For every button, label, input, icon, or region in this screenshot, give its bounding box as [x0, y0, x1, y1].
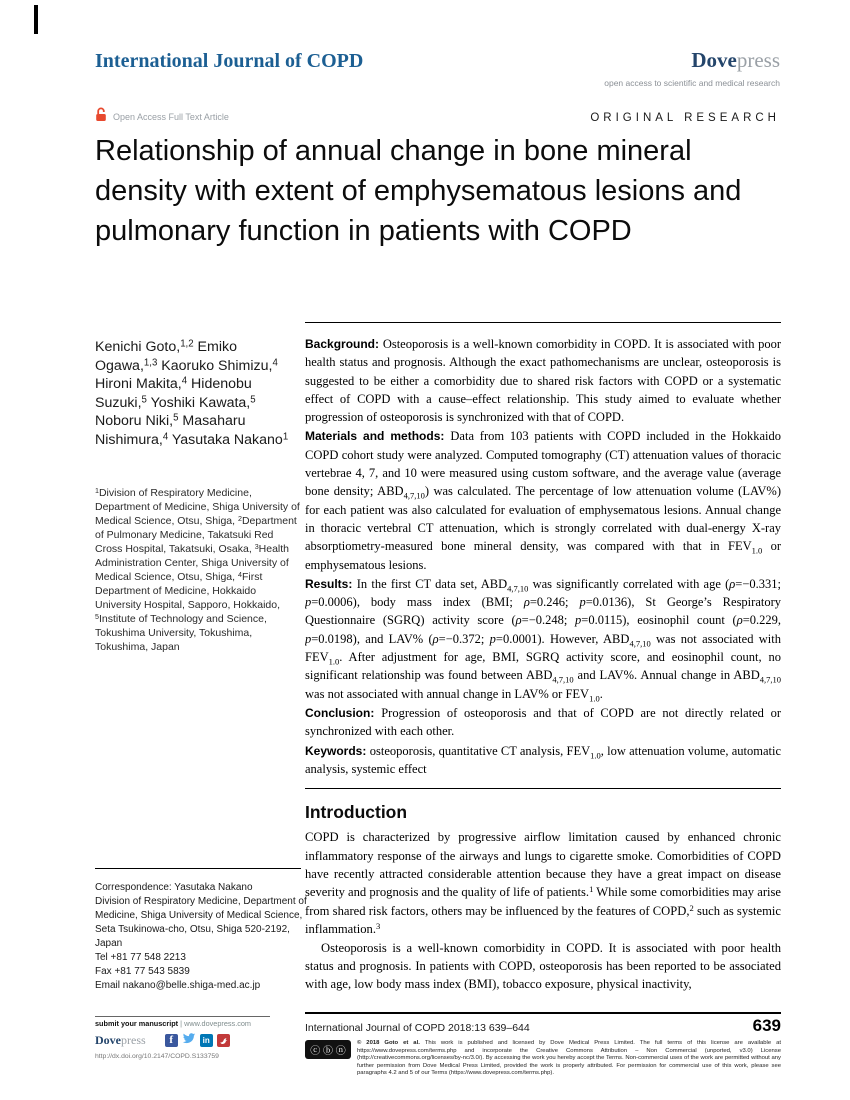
correspondence-fax: Fax +81 77 543 5839	[95, 966, 190, 977]
correspondence-divider	[95, 868, 301, 869]
correspondence-address: Division of Respiratory Medicine, Department of Medicine, Shiga University of Medical Science, Seta Tsukinowa-cho, Otsu, Shiga 520-2192, Japan	[95, 896, 307, 949]
correspondence-name: Correspondence: Yasutaka Nakano	[95, 882, 253, 893]
introduction-section	[305, 802, 781, 994]
publisher-logo-light: press	[736, 48, 780, 72]
license-text: © 2018 Goto et al. This work is published and licensed by Dove Medical Press Limited. The full terms of this license are available at https://www.dovepress.com/terms.php and incorporate the Creative Commons Attribution – Non Commercial (unported, v3.0) License (http://creativecommons.org/licenses/by-nc/3.0/). By accessing the work you hereby accept the Terms. Non-commercial uses of the work are permitted without any further permission from Dove Medical Press Limited, provided the work is properly attributed. For permission for commercial use of this work, please see paragraphs 4.2 and 5 of our Terms (https://www.dovepress.com/terms.php).	[357, 1040, 781, 1077]
open-access-icon	[95, 107, 107, 127]
publisher-logo[interactable]	[691, 48, 780, 73]
dovepress-footer-logo[interactable]: Dovepress	[95, 1032, 146, 1047]
correspondence-tel: Tel +81 77 548 2213	[95, 952, 186, 963]
abstract-keywords: Keywords: osteoporosis, quantitative CT analysis, $FEV_{1.0}$, low attenuation volume, automatic analysis, systemic effect	[305, 743, 781, 776]
abstract-conclusion: Conclusion: Progression of osteoporosis and that of COPD are not directly related or synchronized with each other.	[305, 705, 781, 739]
open-access-label[interactable]: Open Access Full Text Article	[113, 112, 229, 122]
dovepress-icon[interactable]	[217, 1034, 230, 1047]
submit-manuscript-line	[95, 1019, 270, 1028]
footer-left-rule	[95, 1016, 270, 1017]
abstract-top-rule	[305, 322, 781, 323]
abstract	[305, 335, 781, 778]
submit-divider: |	[180, 1019, 183, 1028]
journal-name: International Journal of COPD	[95, 50, 364, 72]
footer-left	[95, 1016, 270, 1060]
submit-manuscript-label: submit your manuscript	[95, 1019, 179, 1028]
introduction-heading: Introduction	[305, 802, 408, 823]
article-type-label: ORIGINAL RESEARCH	[590, 112, 780, 124]
publisher-logo-bold: Dove	[691, 48, 737, 72]
facebook-icon[interactable]: f	[165, 1034, 178, 1047]
doi-link[interactable]: http://dx.doi.org/10.2147/COPD.S133759	[95, 1053, 219, 1060]
correspondence-block	[95, 881, 309, 993]
introduction-paragraph: COPD is characterized by progressive airflow limitation caused by enhanced chronic inflammatory response of the airways and lungs to cigarette smoke. Comorbidities of COPD have recently attracted considerable attention because they have a great impact on disease severity and prognosis and the quality of life of patients.$^1$ While some comorbidities may arise from shared risk factors, others may be influenced by the features of COPD,$^2$ such as systemic inflammation.$^3$	[305, 830, 781, 937]
main-column	[305, 322, 781, 994]
paper-title: Relationship of annual change in bone mineral density with extent of emphysematous lesions and pulmonary function in patients with COPD	[95, 135, 742, 247]
affiliations: $^1$Division of Respiratory Medicine, Department of Medicine, Shiga University of Medical Science, Otsu, Shiga, $^2$Department of Pulmonary Medicine, Takatsuki Red Cross Hospital, Takatsuki, Osaka, $^3$Health Administration Center, Shiga University of Medical Science, Otsu, Shiga, $^4$First Department of Medicine, Hokkaido University Hospital, Sapporo, Hokkaido, $^5$Institute of Technology and Science, Tokushima University, Tokushima, Tokushima, Japan	[95, 486, 300, 653]
dovepress-url-link[interactable]: www.dovepress.com	[184, 1019, 252, 1028]
twitter-icon[interactable]	[182, 1031, 196, 1049]
introduction-paragraph: Osteoporosis is a well-known comorbidity in COPD. It is associated with poor health status and prognosis. In patients with COPD, osteoporosis has been reported to be associated with age, low body mass index (BMI), tobacco exposure, physical inactivity,	[305, 940, 781, 992]
page-number: 639	[752, 1016, 781, 1035]
publisher-tagline: open access to scientific and medical research	[604, 78, 780, 88]
cc-license-badge[interactable]: ⓒ ⓑ ⓝ	[305, 1040, 351, 1059]
author-list: Kenichi Goto,$^{1,2}$ Emiko Ogawa,$^{1,3}$ Kaoruko Shimizu,$^4$ Hironi Makita,$^4$ Hidenobu Suzuki,$^5$ Yoshiki Kawata,$^5$ Noboru Niki,$^5$ Masaharu Nishimura,$^4$ Yasutaka Nakano$^1$	[95, 338, 289, 448]
footer-right	[305, 1012, 781, 1078]
footer-right-rule	[305, 1012, 781, 1014]
crop-mark	[34, 5, 38, 34]
social-icons	[165, 1031, 230, 1049]
abstract-results: Results: In the first CT data set, $ABD_{4,7,10}$ was significantly correlated with age (ρ=−0.331; p=0.0006), body mass index (BMI; ρ=0.246; p=0.0136), St George’s Respiratory Questionnaire (SGRQ) activity score (ρ=−0.248; p=0.0115), eosinophil count (ρ=0.229, p=0.0198), and LAV% (ρ=−0.372; p=0.0001). However, $ABD_{4,7,10}$ was not associated with $FEV_{1.0}$. After adjustment for age, BMI, SGRQ activity score, and eosinophil count, no significant relationship was found between $ABD_{4,7,10}$ and LAV%. Annual change in $ABD_{4,7,10}$ was not associated with annual change in LAV% or $FEV_{1.0}$.	[305, 576, 781, 704]
abstract-bottom-rule	[305, 788, 781, 789]
correspondence-email[interactable]: Email nakano@belle.shiga-med.ac.jp	[95, 980, 261, 991]
abstract-methods: Materials and methods: Data from 103 patients with COPD included in the Hokkaido COPD cohort study were analyzed. Computed tomography (CT) attenuation values of thoracic vertebrae 4, 7, and 10 were measured using custom software, and the average value (average bone density; $ABD_{4,7,10}$) was calculated. The percentage of low attenuation volume (LAV%) for each patient was also calculated for evaluation of emphysematous lesions. Annual change in thoracic vertebral CT attenuation, which is strongly correlated with dual-energy X-ray absorptiometry-measured bone mineral density, was compared with that in $FEV_{1.0}$ or emphysematous lesions.	[305, 429, 781, 572]
open-access-row	[95, 107, 229, 127]
linkedin-icon[interactable]: in	[200, 1034, 213, 1047]
journal-citation: International Journal of COPD 2018:13 639–644	[305, 1022, 530, 1034]
abstract-background: Background: Osteoporosis is a well-known comorbidity in COPD. It is associated with poor health status and prognosis. Although the exact pathomechanisms are unclear, osteoporosis is suggested to be either a comorbidity due to shared risk factors with COPD or a systematic effect of COPD with a cause–effect relationship. This study aimed to evaluate whether progression of osteoporosis is synchronized with that of COPD.	[305, 337, 781, 425]
